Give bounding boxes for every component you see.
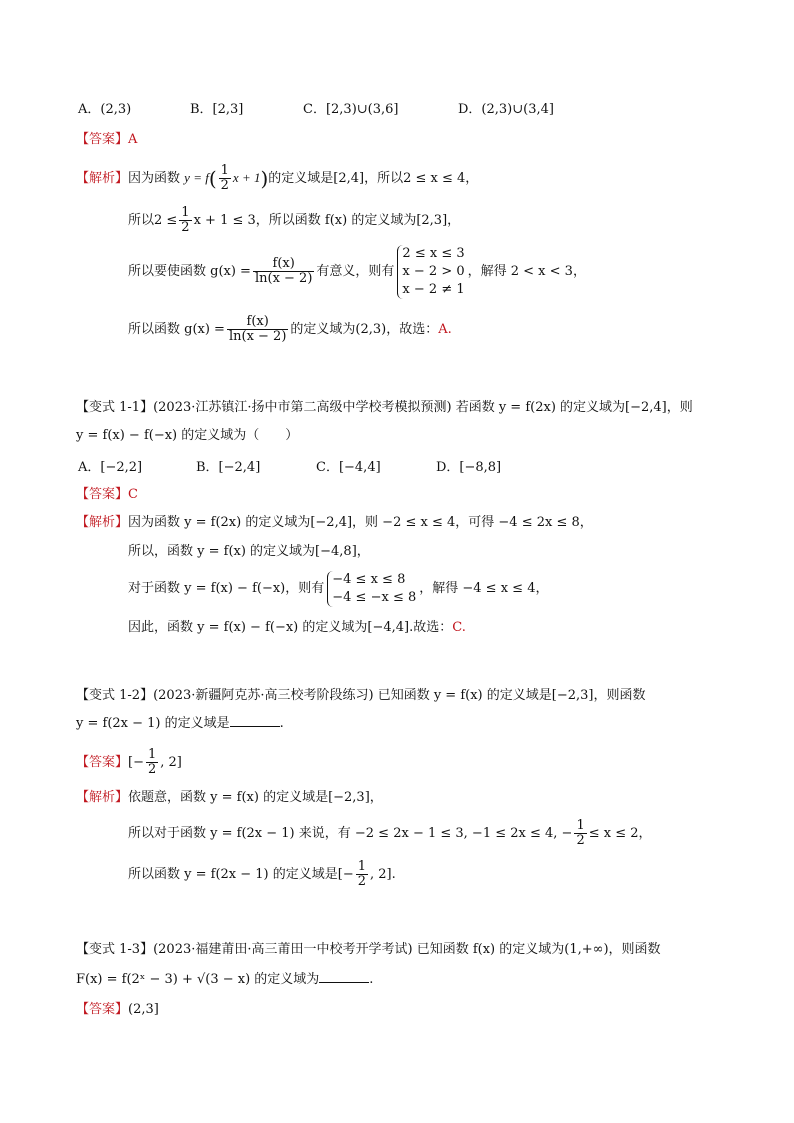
den: 2: [576, 833, 585, 848]
variant-title: (2023·江苏镇江·扬中市第二高级中学校考模拟预测) 若函数 y = f(2x) 的定义域为[−2,4]，则: [153, 400, 693, 415]
fraction-half: [179, 206, 191, 235]
variant-title: (2023·新疆阿克苏·高三校考阶段练习) 已知函数 y = f(x) 的定义域是[−2,3]，则函数: [153, 688, 646, 703]
fraction-half: [574, 819, 586, 848]
text: , 2]: [160, 755, 182, 770]
num: 1: [147, 747, 157, 762]
text: F(x) = f(2ˣ − 3) + √(3 − x) 的定义域为: [76, 972, 320, 987]
num: 1: [181, 205, 190, 220]
option-b: B．[−2,4]: [196, 460, 261, 475]
text: 因为函数: [128, 171, 181, 186]
answer-blank: [319, 970, 369, 983]
option-b: B．[2,3]: [190, 102, 244, 117]
v11-analysis-line1: [76, 513, 593, 533]
fraction-half: [146, 748, 158, 777]
text: 依题意，函数 y = f(x) 的定义域是[−2,3]，: [128, 790, 383, 805]
variant-tag: 【变式 1-2】: [76, 688, 154, 703]
v11-title2: y = f(x) − f(−x) 的定义域为（ ）: [76, 428, 299, 443]
fraction-half: [219, 164, 231, 193]
v11-analysis-line4: [128, 618, 466, 638]
variant-tag: 【变式 1-1】: [76, 400, 154, 415]
text: 有意义，则有: [316, 264, 395, 279]
sys-row: x − 2 > 0: [402, 263, 465, 279]
v11-analysis-line3: [128, 570, 548, 608]
text: x + 1 ≤ 3，所以函数 f(x) 的定义域为[2,3]，: [193, 213, 461, 228]
answer-tag: 【答案】: [76, 487, 129, 502]
den: 2: [357, 874, 367, 889]
inequality-system: [327, 571, 416, 607]
math-func: y = f: [184, 170, 209, 185]
answer-letter: C.: [452, 620, 466, 635]
v12-answer: [76, 746, 182, 780]
num: f(x): [227, 315, 288, 330]
num: 1: [220, 163, 229, 178]
v11-analysis-line2: 所以，函数 y = f(x) 的定义域为[−4,8]，: [128, 544, 370, 559]
text: ，解得 2 < x < 3，: [467, 264, 586, 279]
den: 2: [220, 178, 229, 193]
text: 所以对于函数 y = f(2x − 1) 来说，有 −2 ≤ 2x − 1 ≤ 3, −1 ≤ 2x ≤ 4, −: [128, 826, 573, 841]
den: 2: [181, 220, 190, 235]
text: 所以函数 g(x) =: [128, 322, 225, 337]
option-d: D．(2,3)∪(3,4]: [458, 102, 554, 117]
text: 对于函数 y = f(x) − f(−x)，则有: [128, 581, 325, 596]
variant-title: (2023·福建莆田·高三莆田一中校考开学考试) 已知函数 f(x) 的定义域为(1,+∞)，则函数: [153, 942, 661, 957]
num: 1: [357, 859, 367, 874]
text: 因此，函数 y = f(x) − f(−x) 的定义域为[−4,4].故选：: [128, 620, 453, 635]
num: 1: [576, 818, 585, 833]
analysis-tag: 【解析】: [76, 515, 129, 530]
num: f(x): [253, 257, 314, 272]
text: ≤ x ≤ 2，: [588, 826, 652, 841]
den: ln(x − 2): [228, 329, 287, 344]
text: ，解得 −4 ≤ x ≤ 4，: [419, 581, 549, 596]
v12-title2: y = f(2x − 1) 的定义域是 .: [76, 716, 284, 731]
sys-row: −4 ≤ x ≤ 8: [332, 571, 406, 587]
text: [−: [337, 867, 354, 882]
q0-analysis-line4: [128, 312, 452, 348]
v13-title2: F(x) = f(2ˣ − 3) + √(3 − x) 的定义域为 .: [76, 972, 374, 987]
text: y = f(2x − 1) 的定义域是: [76, 716, 230, 731]
q0-analysis-line3: [128, 243, 586, 301]
text: 的定义域是[2,4]，所以2 ≤ x ≤ 4，: [268, 171, 479, 186]
v13-answer: [76, 1000, 159, 1020]
text: [−: [128, 755, 144, 770]
den: 2: [147, 762, 157, 777]
v11-answer: [76, 485, 138, 505]
text: 因为函数 y = f(2x) 的定义域为[−2,4]，则 −2 ≤ x ≤ 4，可得 −4 ≤ 2x ≤ 8，: [128, 515, 593, 530]
answer-value: C: [128, 487, 138, 502]
text: , 2].: [370, 867, 396, 882]
answer-value: (2,3]: [128, 1002, 159, 1017]
answer-letter: A.: [438, 322, 452, 337]
fraction-fx-ln: [227, 315, 288, 344]
math-x: x + 1: [232, 170, 261, 185]
v12-analysis-line3: [128, 858, 396, 892]
option-c: C．[−4,4]: [316, 460, 381, 475]
answer-tag: 【答案】: [76, 755, 129, 770]
v12-title: [76, 686, 645, 706]
answer-tag: 【答案】: [76, 132, 129, 147]
analysis-tag: 【解析】: [76, 790, 129, 805]
text: 所以2 ≤: [128, 213, 178, 228]
option-a: A．[−2,2]: [78, 460, 143, 475]
sys-row: x − 2 ≠ 1: [402, 281, 465, 297]
text: 的定义域为(2,3)，故选：: [290, 322, 439, 337]
q0-analysis-line1: [76, 164, 478, 192]
text: 所以函数 y = f(2x − 1) 的定义域是: [128, 867, 338, 882]
option-c: C．[2,3)∪(3,6]: [303, 102, 399, 117]
answer-blank: [230, 714, 280, 727]
fraction-fx-ln: [253, 257, 314, 286]
v13-title: [76, 940, 661, 960]
option-a: A．(2,3): [78, 102, 132, 117]
den: ln(x − 2): [254, 271, 313, 286]
sys-row: −4 ≤ −x ≤ 8: [332, 589, 417, 605]
variant-tag: 【变式 1-3】: [76, 942, 154, 957]
v12-analysis-line2: [128, 818, 652, 850]
option-d: D．[−8,8]: [436, 460, 502, 475]
answer-value: A: [128, 132, 138, 147]
paren-open: (: [208, 166, 217, 191]
v12-analysis-line1: [76, 788, 383, 808]
text: 所以要使函数 g(x) =: [128, 264, 251, 279]
v11-title: [76, 398, 693, 418]
fraction-half: [356, 860, 368, 889]
sys-row: 2 ≤ x ≤ 3: [402, 245, 465, 261]
q0-analysis-line2: [128, 206, 460, 236]
paren-close: ): [260, 166, 269, 191]
q0-answer: [76, 130, 137, 150]
answer-tag: 【答案】: [76, 1002, 129, 1017]
analysis-tag: 【解析】: [76, 171, 129, 186]
inequality-system: [397, 245, 464, 299]
